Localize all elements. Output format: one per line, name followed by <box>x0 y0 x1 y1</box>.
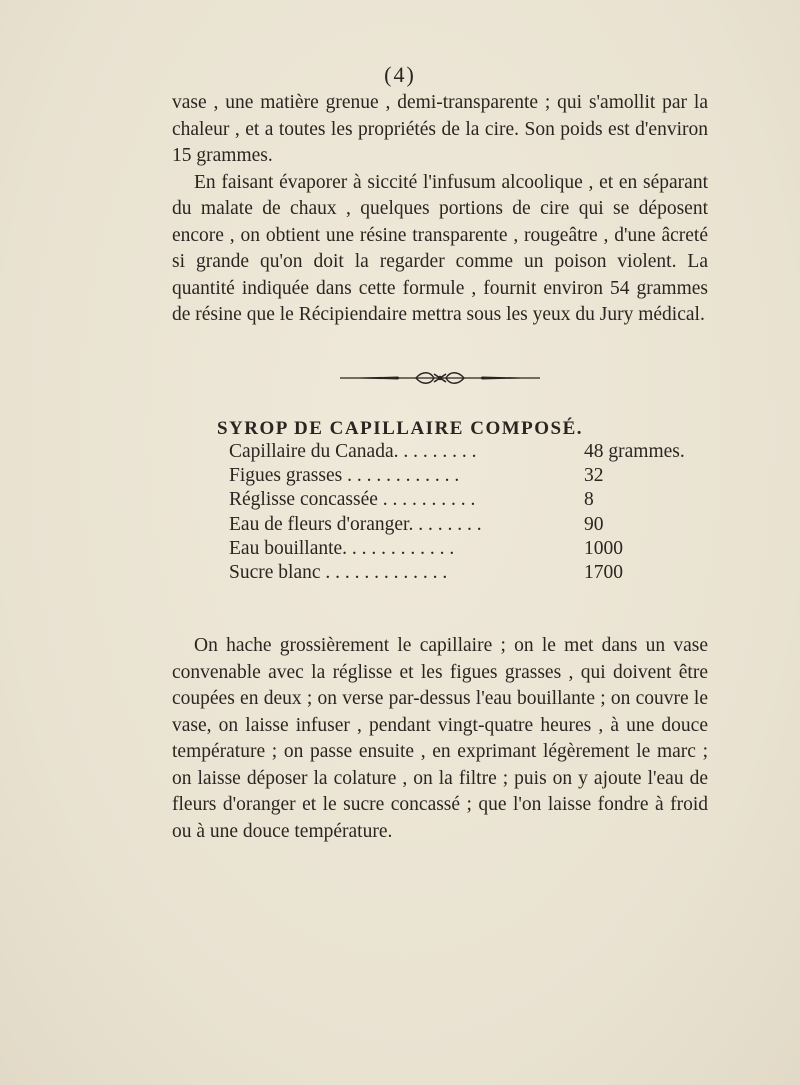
recipe-list <box>229 440 689 585</box>
paragraph-method: On hache grossièrement le capillaire ; on le met dans un vase convenable avec la réglisse et les figues grasses , qui doivent être coupées en deux ; on verse par-dessus l'eau bouillante ; on couvre le vase, on laisse infuser , pendant vingt-quatre heures , à une douce température ; on passe ensuite , en exprimant légèrement le marc ; on laisse déposer la colature , on la filtre ; puis on y ajoute l'eau de fleurs d'oranger et le sucre concassé ; que l'on laisse fondre à froid ou à une douce température. <box>172 635 708 842</box>
recipe-row <box>229 488 689 512</box>
ingredient-name: Eau bouillante. . . . . . . . . . . . <box>229 537 455 559</box>
recipe-row <box>229 440 689 464</box>
ingredient-quantity: 90 <box>584 513 604 535</box>
recipe-row <box>229 561 689 585</box>
ornamental-divider <box>338 370 542 386</box>
ingredient-quantity: 1000 <box>584 537 623 559</box>
paragraph-resin: En faisant évaporer à siccité l'infusum alcoolique , et en séparant du malate de chaux , quelques portions de cire qui se déposent encore , on obtient une résine transparente , rougeâtre , d'une âcreté si grande qu'on doit la regarder comme un poison violent. La quantité indiquée dans cette formule , fournit environ 54 grammes de résine que le Récipiendaire mettra sous les yeux du Jury médical. <box>172 171 708 325</box>
recipe-row <box>229 537 689 561</box>
ingredient-name: Réglisse concassée . . . . . . . . . . <box>229 489 476 511</box>
recipe-row <box>229 513 689 537</box>
ingredient-quantity: 32 <box>584 465 604 487</box>
page-number: (4) <box>384 62 416 87</box>
paragraph-continuation: vase , une matière grenue , demi-transparente ; qui s'amollit par la chaleur , et a toutes les propriétés de la cire. Son poids est d'environ 15 grammes. <box>172 92 708 166</box>
ingredient-name: Sucre blanc . . . . . . . . . . . . . <box>229 561 448 583</box>
ingredient-name: Figues grasses . . . . . . . . . . . . <box>229 465 460 487</box>
recipe-row <box>229 464 689 488</box>
recipe-heading: SYROP DE CAPILLAIRE COMPOSÉ. <box>216 418 584 439</box>
ingredient-quantity: 8 <box>584 489 594 511</box>
ingredient-name: Eau de fleurs d'oranger. . . . . . . . <box>229 513 482 535</box>
text-block-top <box>172 90 708 329</box>
ingredient-quantity: 48 grammes. <box>584 441 685 462</box>
text-block-bottom <box>172 633 708 845</box>
ingredient-quantity: 1700 <box>584 561 623 583</box>
ingredient-name: Capillaire du Canada. . . . . . . . . <box>229 441 477 462</box>
